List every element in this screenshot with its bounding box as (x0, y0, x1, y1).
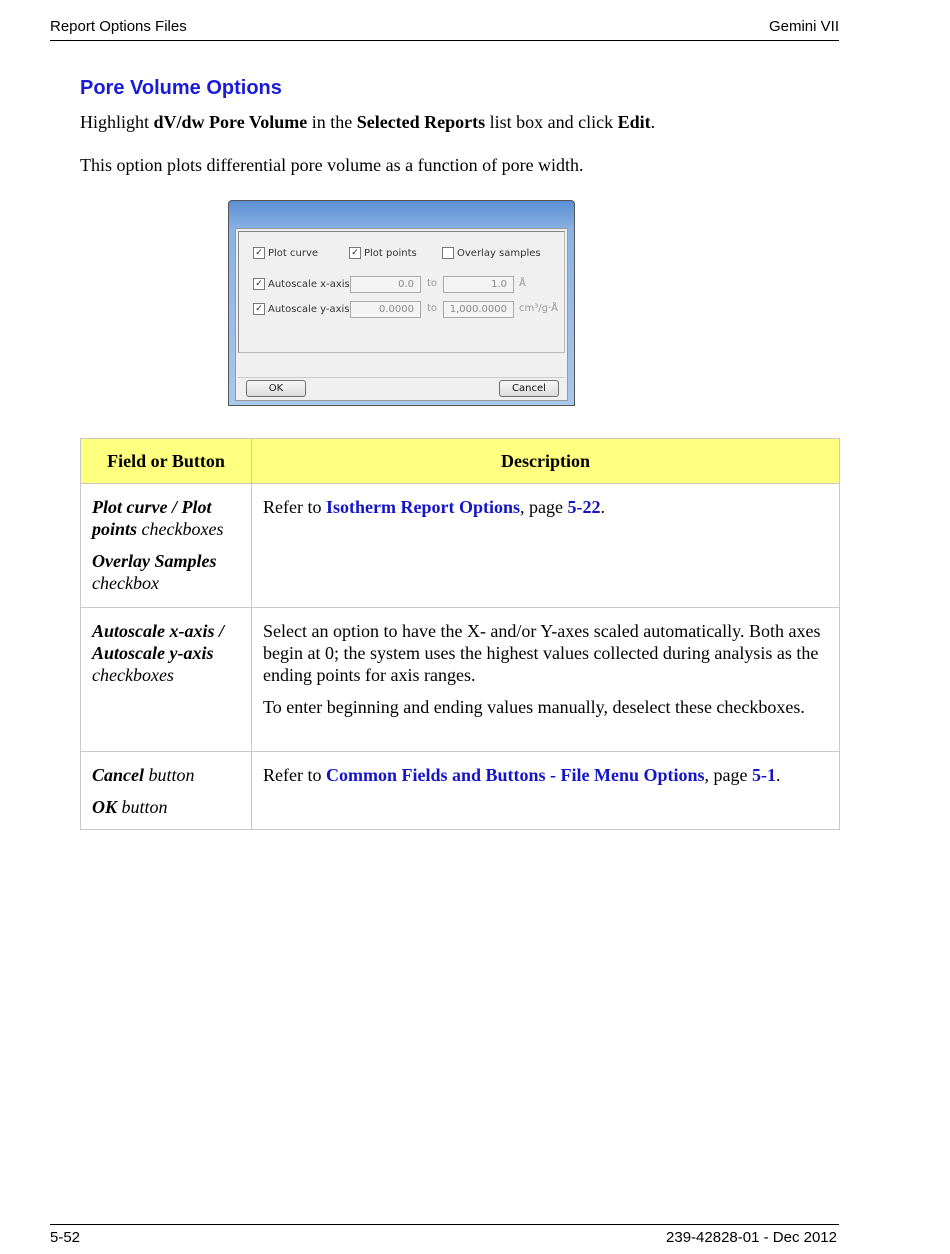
page-5-1-link[interactable]: 5-1 (752, 765, 777, 785)
footer-rule (50, 1224, 839, 1225)
overlay-samples-checkbox[interactable]: Overlay samples (442, 247, 541, 259)
table-header-row (81, 439, 840, 484)
common-fields-buttons-link[interactable]: Common Fields and Buttons - File Menu Options (325, 765, 705, 785)
plot-points-checkbox[interactable]: ✓ Plot points (349, 247, 417, 259)
y-axis-to-field[interactable]: 1,000.0000 (443, 301, 514, 318)
autoscale-y-checkbox[interactable]: ✓ Autoscale y-axis (253, 303, 350, 315)
page-5-22-link[interactable]: 5-22 (567, 497, 601, 517)
column-header-field: Field or Button (81, 439, 252, 484)
plot-points-check-icon: ✓ (349, 247, 361, 259)
field-description-table (80, 438, 840, 830)
dialog-body (235, 228, 568, 401)
document-number: 239-42828-01 - Dec 2012 (666, 1229, 837, 1246)
y-axis-from-field[interactable]: 0.0000 (350, 301, 421, 318)
autoscale-x-check-icon: ✓ (253, 278, 265, 290)
dialog-separator (238, 377, 565, 378)
intro-paragraph-2: This option plots differential pore volume as a function of pore width. (80, 155, 584, 175)
intro-paragraph-1: Highlight dV/dw Pore Volume in the Selected Reports list box and click Edit. (80, 112, 656, 132)
table-row (81, 752, 840, 830)
dialog-options-panel (238, 231, 565, 353)
x-axis-unit: Å (519, 278, 526, 289)
field-cell: Autoscale x-axis / Autoscale y-axis checkboxes (81, 608, 252, 752)
field-cell: Cancel button OK button (81, 752, 252, 830)
section-title: Pore Volume Options (80, 77, 282, 99)
overlay-samples-check-icon (442, 247, 454, 259)
x-axis-to-label: to (427, 278, 438, 289)
ok-button[interactable]: OK (246, 380, 306, 397)
column-header-description: Description (252, 439, 840, 484)
y-axis-unit: cm³/g·Å (519, 303, 558, 314)
autoscale-x-checkbox[interactable]: ✓ Autoscale x-axis (253, 278, 350, 290)
running-header-right: Gemini VII (768, 18, 839, 35)
header-rule (50, 40, 839, 41)
cancel-button[interactable]: Cancel (499, 380, 559, 397)
y-axis-to-label: to (427, 303, 438, 314)
field-cell: Plot curve / Plot points checkboxes Overlay Samples checkbox (81, 484, 252, 608)
description-cell: Refer to Common Fields and Buttons - File Menu Options, page 5-1. (252, 752, 840, 830)
autoscale-y-check-icon: ✓ (253, 303, 265, 315)
isotherm-report-options-link[interactable]: Isotherm Report Options (325, 497, 520, 517)
x-axis-to-field[interactable]: 1.0 (443, 276, 514, 293)
table-row (81, 608, 840, 752)
plot-curve-checkbox[interactable]: ✓ Plot curve (253, 247, 318, 259)
page-number: 5-52 (50, 1229, 81, 1246)
plot-curve-check-icon: ✓ (253, 247, 265, 259)
description-cell: Select an option to have the X- and/or Y-axes scaled automatically. Both axes begin at 0; the system uses the highest values collected during analysis as the ending points for axis ranges. To enter beginning and ending values manually, deselect these checkboxes. (252, 608, 840, 752)
table-row (81, 484, 840, 608)
pore-volume-options-dialog (228, 200, 575, 406)
description-cell: Refer to Isotherm Report Options, page 5-22. (252, 484, 840, 608)
x-axis-from-field[interactable]: 0.0 (350, 276, 421, 293)
running-header-left: Report Options Files (50, 18, 187, 35)
